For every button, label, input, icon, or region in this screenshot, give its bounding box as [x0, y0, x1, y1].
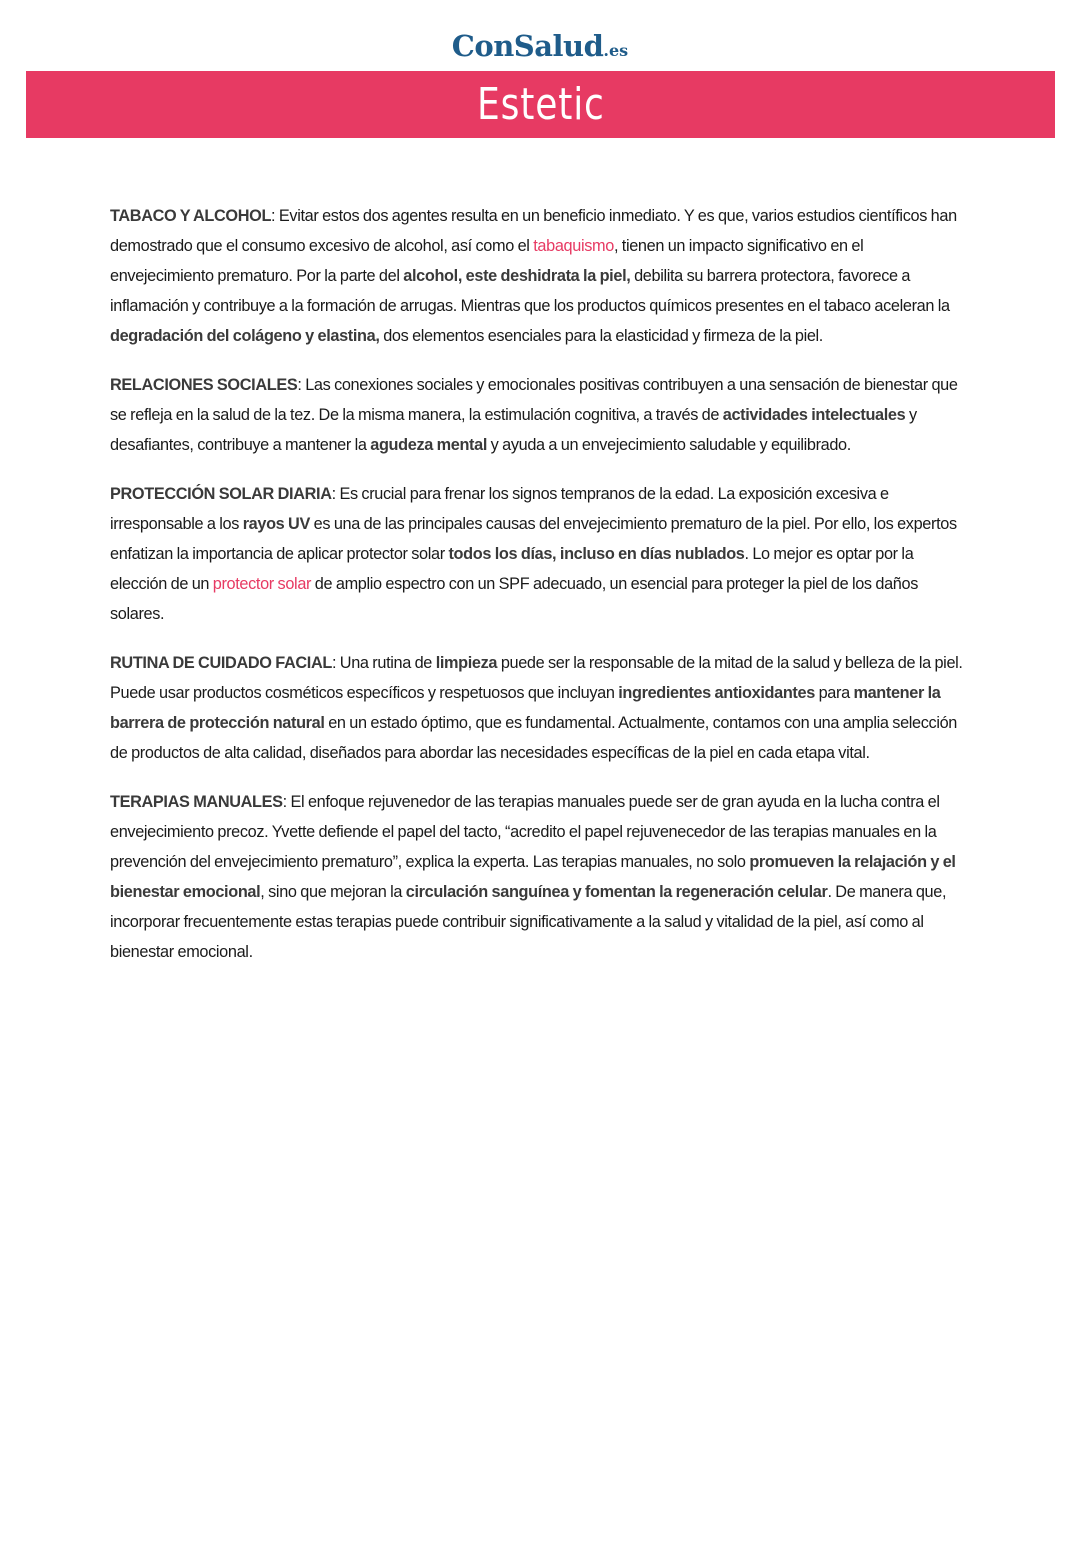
paragraph-text: para	[814, 684, 854, 702]
logo-main: ConSalud	[451, 29, 604, 63]
paragraph-text: . Lo mejor es optar por la elección de un	[110, 545, 914, 593]
paragraph-heading: RELACIONES SOCIALES	[110, 376, 298, 394]
paragraph-text: , sino que mejoran la	[260, 883, 406, 901]
paragraph-text: : Las conexiones sociales y emocionales positivas contribuyen a una sensación de bienestar que se refleja en la salud de la tez. De la misma manera, la estimulación cognitiva, a través de	[110, 376, 958, 424]
paragraph-text: : Una rutina de	[331, 654, 436, 672]
paragraph-text: . De manera que, incorporar frecuentemente estas terapias puede contribuir significativamente a la salud y vitalidad de la piel, así como al bienestar emocional.	[110, 883, 947, 961]
paragraph-text: es una de las principales causas del envejecimiento prematuro de la piel. Por ello, los expertos enfatizan la importancia de aplicar protector solar	[110, 515, 957, 563]
article-body	[110, 201, 970, 986]
bold-text: circulación sanguínea y fomentan la regeneración celular	[405, 883, 828, 901]
bold-text: mantener la barrera de protección natural	[110, 684, 941, 732]
link-tabaquismo[interactable]: tabaquismo	[533, 237, 614, 255]
section-banner	[26, 71, 1055, 138]
paragraph-text: puede ser la responsable de la mitad de la salud y belleza de la piel. Puede usar productos cosméticos específicos y respetuosos que incluyan	[110, 654, 963, 702]
paragraph-text: y desafiantes, contribuye a mantener la	[110, 406, 917, 454]
bold-text: ingredientes antioxidantes	[618, 684, 815, 702]
section-title: Estetic	[476, 79, 605, 130]
paragraph-proteccion-solar	[110, 479, 970, 629]
link-protector-solar[interactable]: protector solar	[212, 575, 312, 593]
paragraph-tabaco-alcohol	[110, 201, 970, 351]
paragraph-text: : Es crucial para frenar los signos tempranos de la edad. La exposición excesiva e irresponsable a los	[110, 485, 889, 533]
paragraph-relaciones-sociales	[110, 370, 970, 460]
paragraph-terapias-manuales	[110, 787, 970, 967]
paragraph-heading: PROTECCIÓN SOLAR DIARIA	[110, 485, 332, 503]
paragraph-rutina-facial	[110, 648, 970, 768]
paragraph-text: en un estado óptimo, que es fundamental. Actualmente, contamos con una amplia selección de productos de alta calidad, diseñados para abordar las necesidades específicas de la piel en cada etapa vital.	[110, 714, 958, 762]
bold-text: todos los días, incluso en días nublados	[448, 545, 745, 563]
paragraph-heading: TABACO Y ALCOHOL	[110, 207, 272, 225]
bold-text: agudeza mental	[370, 436, 487, 454]
bold-text: rayos UV	[242, 515, 310, 533]
paragraph-text: : El enfoque rejuvenedor de las terapias manuales puede ser de gran ayuda en la lucha contra el envejecimiento precoz. Yvette defiende el papel del tacto, “acredito el papel rejuvenecedor de las terapias manuales en la prevención del envejecimiento prematuro”, explica la experta. Las terapias manuales, no solo	[110, 793, 940, 871]
bold-text: actividades intelectuales	[722, 406, 906, 424]
paragraph-text: de amplio espectro con un SPF adecuado, un esencial para proteger la piel de los daños solares.	[110, 575, 918, 623]
logo-tld: .es	[603, 41, 629, 60]
paragraph-text: , tienen un impacto significativo en el envejecimiento prematuro. Por la parte del	[110, 237, 864, 285]
bold-text: degradación del colágeno y elastina,	[110, 327, 380, 345]
paragraph-heading: RUTINA DE CUIDADO FACIAL	[110, 654, 332, 672]
bold-text: promueven la relajación y el bienestar emocional	[110, 853, 956, 901]
bold-text: limpieza	[435, 654, 498, 672]
paragraph-text: : Evitar estos dos agentes resulta en un beneficio inmediato. Y es que, varios estudios científicos han demostrado que el consumo excesivo de alcohol, así como el	[110, 207, 957, 255]
bold-text: alcohol, este deshidrata la piel,	[403, 267, 631, 285]
paragraph-text: dos elementos esenciales para la elasticidad y firmeza de la piel.	[379, 327, 823, 345]
paragraph-text: debilita su barrera protectora, favorece a inflamación y contribuye a la formación de arrugas. Mientras que los productos químicos presentes en el tabaco aceleran la	[110, 267, 950, 315]
consalud-logo[interactable]	[0, 28, 1080, 69]
paragraph-heading: TERAPIAS MANUALES	[110, 793, 283, 811]
paragraph-text: y ayuda a un envejecimiento saludable y equilibrado.	[487, 436, 851, 454]
